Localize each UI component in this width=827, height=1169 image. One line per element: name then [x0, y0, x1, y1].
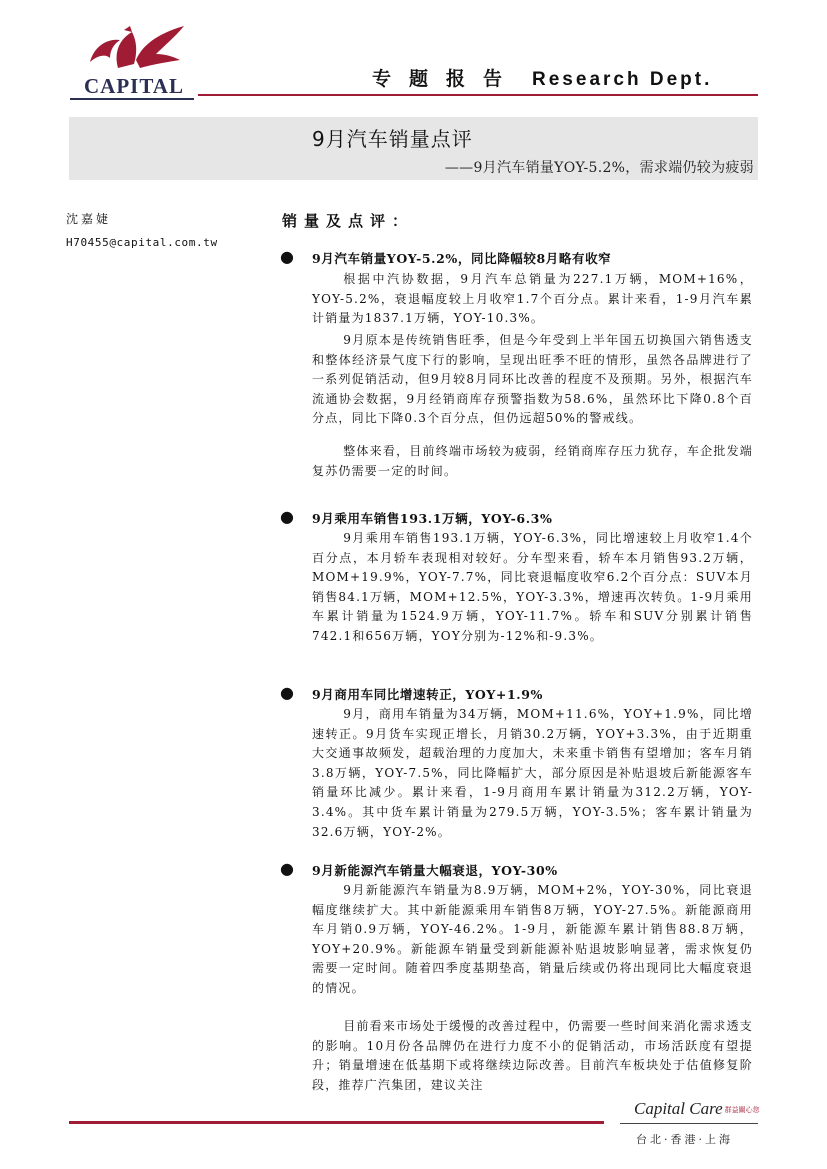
- page-title: 9月汽车销量点评: [312, 127, 473, 151]
- bullet-title: 9月新能源汽车销量大幅衰退，YOY-30%: [312, 863, 558, 878]
- bullet-icon: ●: [280, 507, 294, 526]
- bullet-title: 9月乘用车销售193.1万辆，YOY-6.3%: [312, 511, 553, 526]
- bullet-icon: ●: [280, 247, 294, 266]
- logo-underline: [70, 98, 194, 100]
- page-subtitle: ——9月汽车销量YOY-5.2%，需求端仍较为疲弱: [444, 160, 754, 176]
- footer-rule-secondary: [620, 1123, 758, 1124]
- paragraph: 整体来看，目前终端市场较为疲弱，经销商库存压力犹存，车企批发端复苏仍需要一定的时间。: [312, 444, 753, 478]
- author-email[interactable]: H70455@capital.com.tw: [66, 236, 218, 249]
- bullet-icon: ●: [280, 683, 294, 702]
- bullet-icon: ●: [280, 859, 294, 878]
- footer-rule: [69, 1121, 604, 1124]
- logo-text: CAPITAL: [84, 74, 184, 98]
- report-type: 专题报告: [372, 68, 521, 90]
- bullet-title: 9月汽车销量YOY-5.2%，同比降幅较8月略有收窄: [312, 251, 612, 266]
- report-header: [372, 64, 712, 91]
- section-heading: 销量及点评：: [282, 212, 415, 230]
- paragraph: 9月原本是传统销售旺季，但是今年受到上半年国五切换国六销售透支和整体经济景气度下行的影响，呈现出旺季不旺的情形，虽然各品牌进行了一系列促销活动，但9月较8月同环比改善的程度不及预期。另外，根据汽车流通协会数据，9月经销商库存预警指数为58.6%，虽然环比下降0.8个百分点，同比下降0.3个百分点，但仍远超50%的警戒线。: [312, 333, 753, 426]
- bullet-title: 9月商用车同比增速转正，YOY+1.9%: [312, 687, 544, 702]
- closing-paragraph: 目前看来市场处于缓慢的改善过程中，仍需要一些时间来消化需求透支的影响。10月份各品牌仍在进行力度不小的促销活动，市场活跃度有望提升；销量增速在低基期下或将继续边际改善。目前汽车板块处于估值修复阶段，推荐广汽集团，建议关注: [312, 1019, 753, 1092]
- paragraph: 9月新能源汽车销量为8.9万辆，MOM+2%，YOY-30%，同比衰退幅度继续扩大。其中新能源乘用车销售8万辆，YOY-27.5%。新能源商用车月销0.9万辆，YOY-46.2%。1-9月，新能源车累计销售88.8万辆，YOY+20.9%。新能源车销量受到新能源补贴退坡影响显著，需求恢复仍需要一定时间。随着四季度基期垫高，销量后续或仍将出现同比大幅度衰退的情况。: [312, 883, 753, 995]
- paragraph: 根据中汽协数据，9月汽车总销量为227.1万辆，MOM+16%，YOY-5.2%，衰退幅度较上月收窄1.7个百分点。累计来看，1-9月汽车累计销量为1837.1万辆，YOY-10.3%。: [312, 272, 753, 326]
- paragraph: 9月乘用车销售193.1万辆，YOY-6.3%，同比增速较上月收窄1.4个百分点，本月轿车表现相对较好。分车型来看，轿车本月销售93.2万辆，MOM+19.9%，YOY-7.7%，同比衰退幅度收窄6.2个百分点：SUV本月销售84.1万辆，MOM+12.5%，YOY-3.3%，增速再次转负。1-9月乘用车累计销量为1524.9万辆，YOY-11.7%。轿车和SUV分别累计销售742.1和656万辆，YOY分别为-12%和-9.3%。: [312, 531, 753, 643]
- capital-care-tagline: 群益關心您: [724, 1106, 760, 1115]
- capital-care-logo: [634, 1099, 760, 1119]
- capital-logo: [70, 24, 200, 99]
- capital-care-brand: Capital Care: [634, 1099, 723, 1118]
- paragraph: 9月，商用车销量为34万辆，MOM+11.6%，YOY+1.9%，同比增速转正。9月货车实现正增长，月销30.2万辆，YOY+3.3%，由于近期重大交通事故频发，超载治理的力度加大，未来重卡销售有望增加；客车月销3.8万辆，YOY-7.5%，同比降幅扩大，部分原因是补贴退坡后新能源客车销量环比减少。累计来看，1-9月商用车累计销量为312.2万辆，YOY-3.4%。其中货车累计销量为279.5万辆，YOY-3.5%；客车累计销量为32.6万辆，YOY-2%。: [312, 707, 753, 839]
- header-rule: [198, 94, 758, 96]
- research-dept: Research Dept.: [532, 69, 713, 90]
- eagle-logo-icon: [84, 24, 188, 76]
- office-cities: 台北·香港·上海: [636, 1133, 733, 1146]
- author-name: 沈嘉婕: [66, 212, 112, 226]
- title-band: [69, 117, 758, 180]
